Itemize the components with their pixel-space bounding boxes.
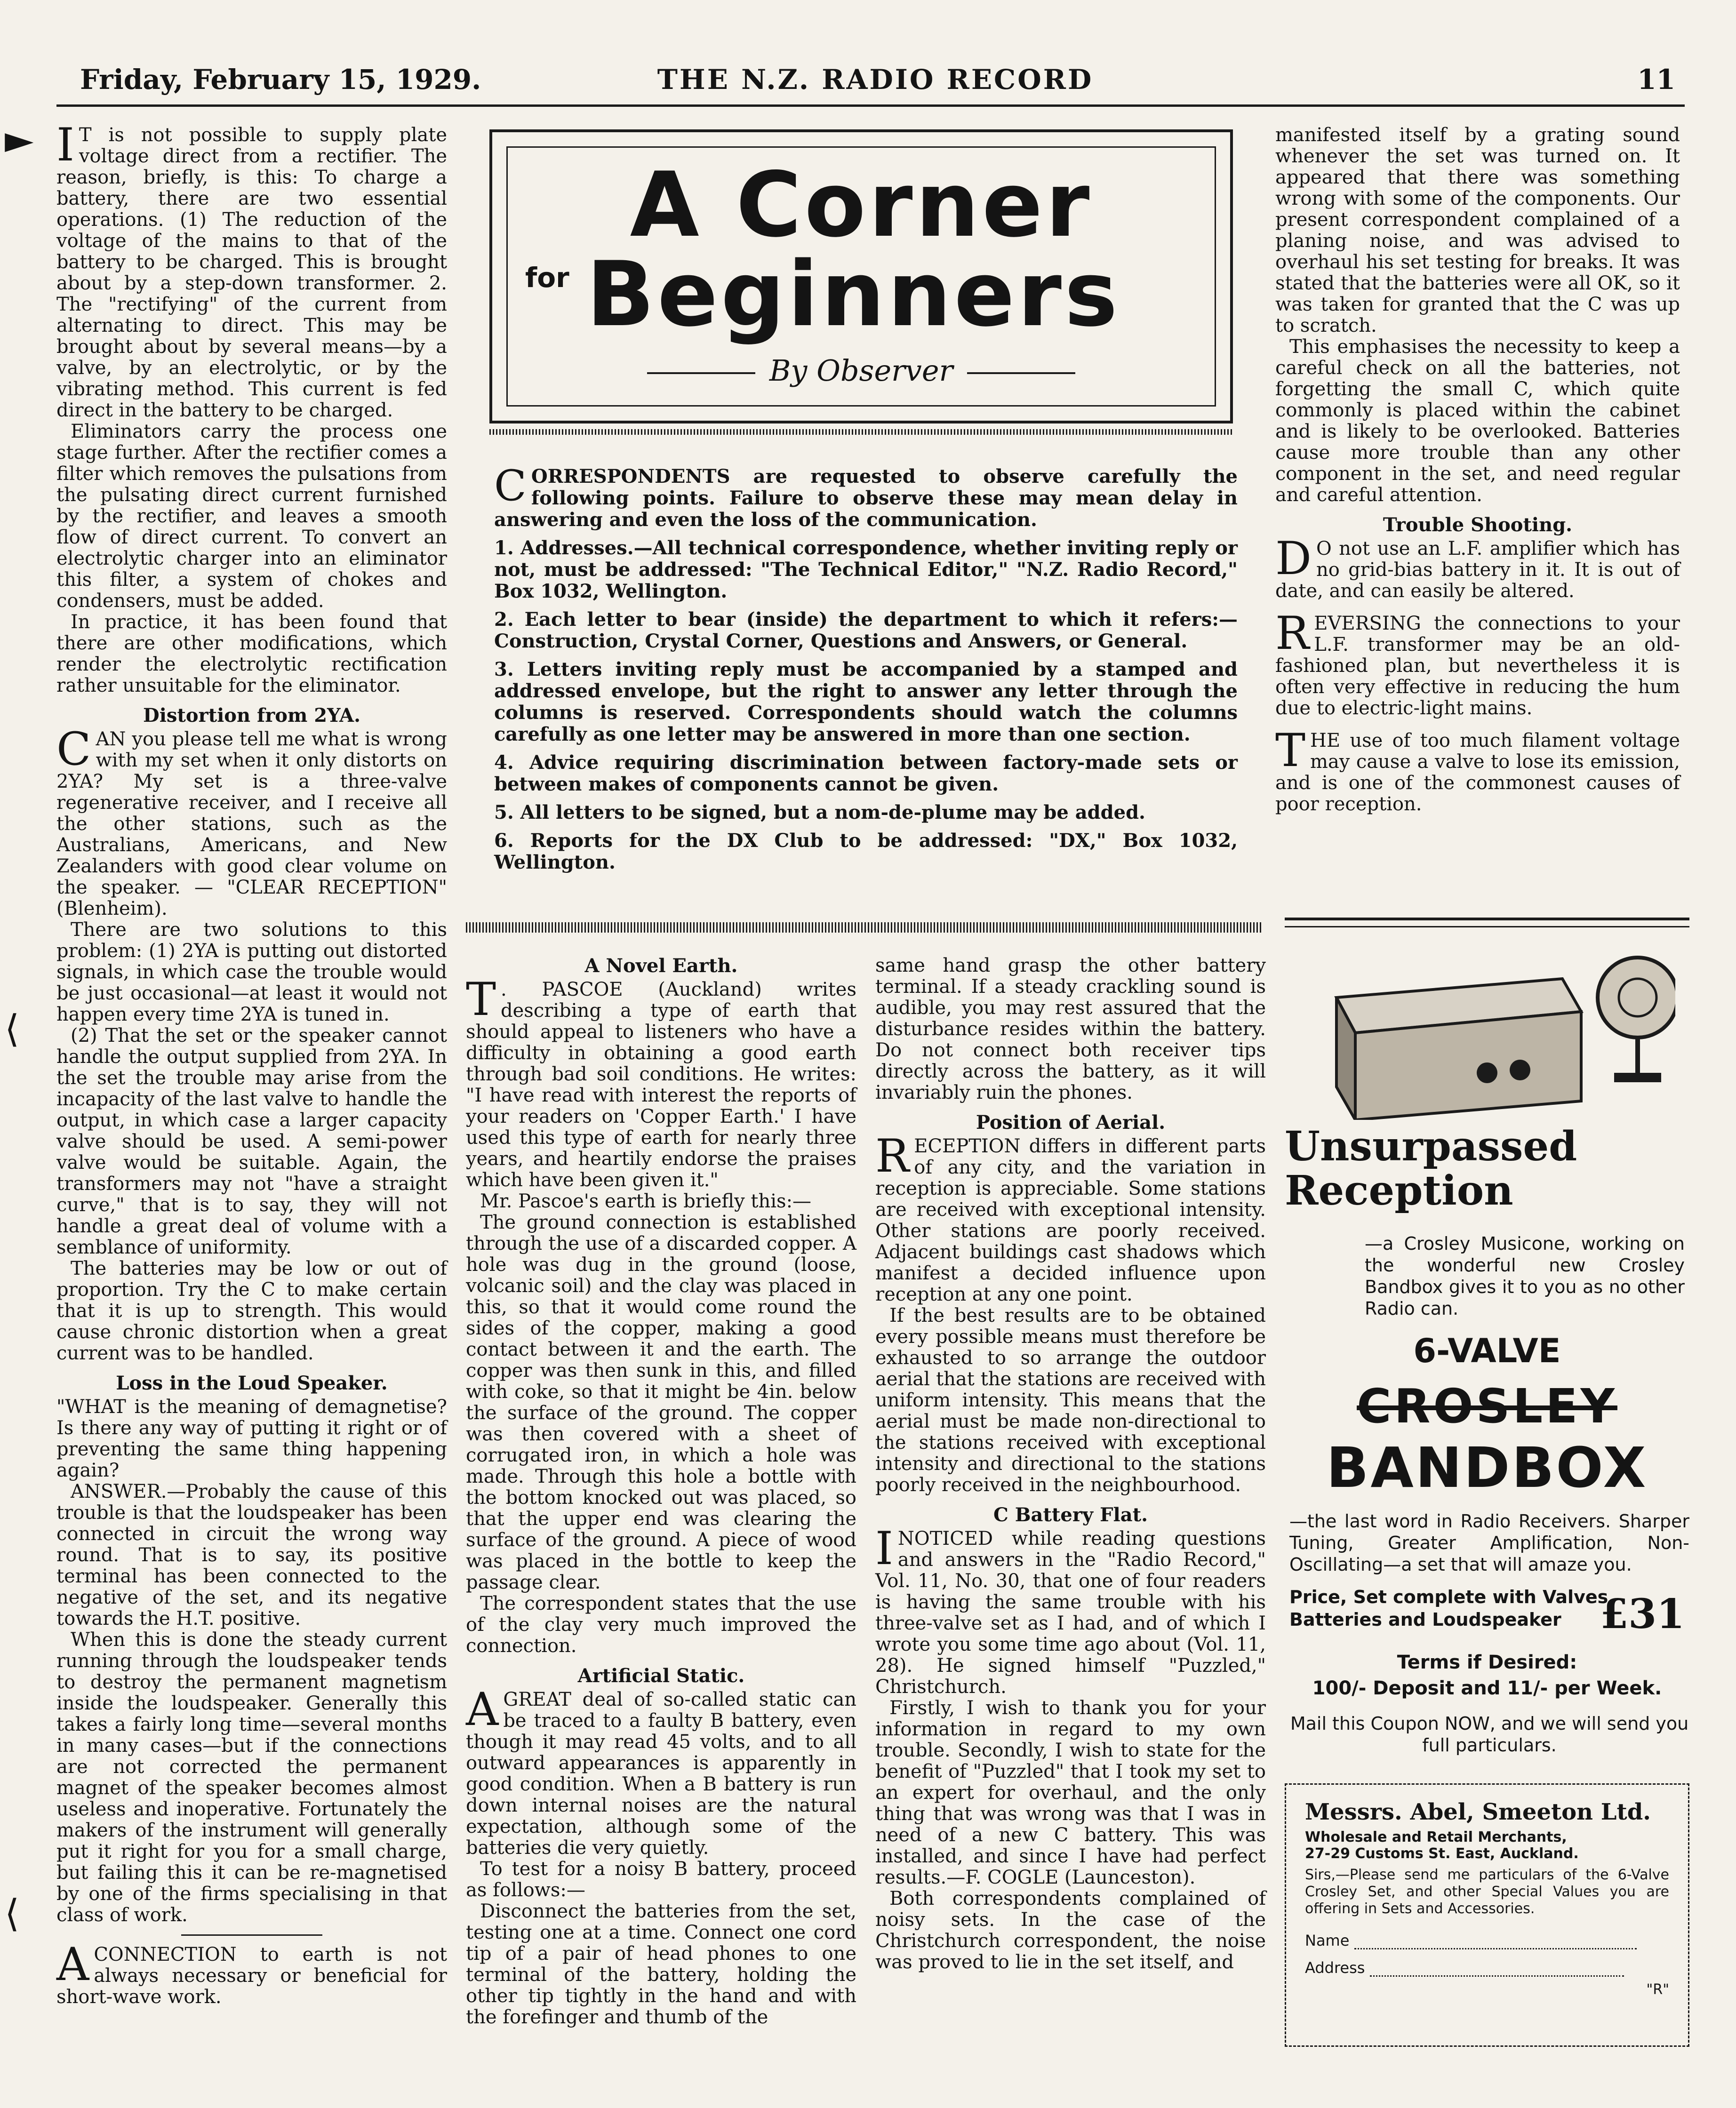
notice-item: 3. Letters inviting reply must be accompanied by a stamped and addressed envelope, but the right to answer any letter through the columns is reserved. Correspondents should watch the columns carefully as one letter may be answered in more than one section. xyxy=(494,658,1238,745)
dropcap: A xyxy=(56,1938,89,1991)
intro-paragraph: I T is not possible to supply plate voltage direct from a rectifier. The reason, briefly, is this: To charge a battery, there are two essential operations. (1) The reduction of the voltage of the mains to that of the battery to be charged. This is brought about by a step-down transformer. 2. The "rectifying" of the current from alternating to direct. This may be brought about by several means—by a valve, by an electrolytic, or by the vibrating method. This current is fed direct in the battery to be charged. xyxy=(56,119,447,421)
page-header xyxy=(56,64,1694,106)
notice-item: 5. All letters to be signed, but a nom-de-plume may be added. xyxy=(494,801,1145,823)
mail-coupon[interactable] xyxy=(1285,1783,1689,2047)
paragraph: ACONNECTION to earth is not always necessary or beneficial for short-wave work. xyxy=(56,1938,447,2008)
margin-pointer-icon: ► xyxy=(5,118,34,161)
dropcap: R xyxy=(875,1130,910,1182)
hatch-rule xyxy=(489,429,1233,435)
paragraph: THE use of too much filament voltage may cause a valve to lose its emission, and is one of the commonest causes of poor reception. xyxy=(1275,724,1680,815)
dropcap: I xyxy=(875,1522,893,1575)
ad-headline xyxy=(1285,1125,1689,1213)
section-heading: Artificial Static. xyxy=(577,1665,745,1687)
ad-mail-prompt: Mail this Coupon NOW, and we will send you full particulars. xyxy=(1290,1713,1689,1756)
issue-date: Friday, February 15, 1929. xyxy=(80,64,481,96)
header-rule xyxy=(56,104,1685,107)
paragraph: REVERSING the connections to your L.F. transformer may be an old-fashioned plan, but nevertheless it is often very effective in reducing the hum due to electric-light mains. xyxy=(1275,607,1680,719)
ad-description: —the last word in Radio Receivers. Sharper Tuning, Greater Amplification, Non-Oscillating—a set that will amaze you. xyxy=(1289,1511,1689,1575)
paragraph: manifested itself by a grating sound whenever the set was turned on. It appeared that there was something wrong with some of the components. Our present correspondent complained of a planing noise, and was advised to overhaul his set testing for breaks. It was stated that the batteries were all OK, so it was taken for granted that the C was up to scratch. xyxy=(1275,124,1680,336)
section-heading: A Novel Earth. xyxy=(584,955,738,977)
coupon-firm: Messrs. Abel, Smeeton Ltd. xyxy=(1305,1799,1651,1825)
paragraph: The correspondent states that the use of the clay very much improved the connection. xyxy=(466,1593,856,1657)
ad-brand: CROSLEY xyxy=(1357,1379,1617,1434)
coupon-code: "R" xyxy=(1646,1981,1669,1998)
paragraph: ANSWER.—Probably the cause of this trouble is that the loudspeaker has been connected in circuit the wrong way round. That is to say, its positive terminal has been connected to the negative of the set, and its negative towards the H.T. positive. xyxy=(56,1481,447,1629)
paragraph: To test for a noisy B battery, proceed as follows:— xyxy=(466,1858,856,1901)
ad-product: BANDBOX xyxy=(1326,1435,1648,1500)
coupon-address-row[interactable] xyxy=(1305,1959,1669,1977)
paragraph: Disconnect the batteries from the set, testing one at a time. Connect one cord tip of a pair of head phones to one terminal of the battery, holding the other tip tightly in the hand and with the forefinger and thumb of the xyxy=(466,1900,856,2028)
ad-headline-line-2: Reception xyxy=(1285,1167,1513,1214)
paragraph: AGREAT deal of so-called static can be traced to a faulty B battery, even though it may read 45 volts, and to all outward appearances is apparently in good condition. When a B battery is run down internal noises are the natural expectation, although some of the batteries die very quietly. xyxy=(466,1683,856,1859)
section-heading: C Battery Flat. xyxy=(993,1504,1148,1526)
paragraph: The batteries may be low or out of proportion. Try the C to make certain that it is up to strength. This would cause chronic distortion when a great current was to be handled. xyxy=(56,1258,447,1364)
paragraph: Eliminators carry the process one stage further. After the rectifier comes a filter which removes the pulsations from the pulsating direct current furnished by the rectifier, and leaves a smooth flow of direct current. To convert an electrolytic charger into an eliminator this filter, a system of chokes and condensers, must be added. xyxy=(56,421,447,612)
byline-dash xyxy=(967,372,1075,374)
column-3 xyxy=(875,955,1266,1973)
paragraph: There are two solutions to this problem: (1) 2YA is putting out distorted signals, in which case the trouble would be just occasional—at least it would not happen every time 2YA is tuned in. xyxy=(56,919,447,1025)
paragraph: T . PASCOE (Auckland) writes describing a type of earth that should appeal to listeners who have a difficulty in obtaining a good earth through bad soil conditions. He writes: "I have read with interest the reports of your readers on 'Copper Earth.' I have used this type of earth for nearly three years, and heartily endorse the praises which have been given it." xyxy=(466,973,856,1191)
ad-rule xyxy=(1285,918,1689,920)
coupon-address-field[interactable] xyxy=(1370,1961,1624,1977)
hatch-rule xyxy=(466,922,1261,933)
byline-dash xyxy=(647,372,755,374)
notice-intro: CORRESPONDENTS are requested to observe carefully the following points. Failure to observe these may mean delay in answering and even the loss of the communication. xyxy=(494,461,1238,531)
notice-item: 6. Reports for the DX Club to be addressed: "DX," Box 1032, Wellington. xyxy=(494,830,1238,873)
ad-price-block xyxy=(1289,1586,1689,1637)
question-paragraph: CAN you please tell me what is wrong with my set when it only distorts on 2YA? My set is a three-valve regenerative receiver, and I receive all the other stations, such as the Australians, Americans, and New Zealanders with good clear volume on the speaker. — "CLEAR RECEPTION" (Blenheim). xyxy=(56,723,447,919)
ad-terms-title: Terms if Desired: xyxy=(1397,1652,1577,1673)
ad-headline-line-1: Unsurpassed xyxy=(1285,1123,1577,1170)
coupon-address: 27-29 Customs St. East, Auckland. xyxy=(1305,1845,1579,1862)
ad-valve-count: 6-VALVE xyxy=(1413,1332,1561,1370)
section-heading: Trouble Shooting. xyxy=(1383,514,1573,536)
coupon-address-label: Address xyxy=(1305,1959,1365,1977)
section-heading: Distortion from 2YA. xyxy=(143,704,360,727)
section-heading: Position of Aerial. xyxy=(976,1111,1166,1134)
crosley-advertisement xyxy=(1285,918,1699,2066)
paragraph: RECEPTION differs in different parts of any city, and the variation in reception is appreciable. Some stations are received with exceptional intensity. Other stations are poorly received. Adjacent buildings cast shadows which manifest a decided influence upon reception at any one point. xyxy=(875,1130,1266,1305)
title-line-1: A Corner xyxy=(630,153,1093,257)
ad-price: £31 xyxy=(1600,1590,1685,1638)
paragraph: In practice, it has been found that there are other modifications, which render the electrolytic rectification rather unsuitable for the eliminator. xyxy=(56,611,447,696)
paragraph: D O not use an L.F. amplifier which has no grid-bias battery in it. It is out of date, and can easily be altered. xyxy=(1275,532,1680,602)
dropcap: C xyxy=(494,461,527,511)
margin-pointer-icon: ⟨ xyxy=(5,1892,20,1935)
column-2 xyxy=(466,955,856,2028)
divider xyxy=(181,1934,322,1936)
paragraph: The ground connection is established through the use of a discarded copper. A hole was dug in the ground (loose, volcanic soil) and the clay was placed in this, so that it would come round the sides of the copper, making a good contact between it and the earth. The copper was then sunk in this, and filled with coke, so that it might be 4in. below the surface of the ground. The copper was then covered with a sheet of corrugated iron, in which a hole was made. Through this hole a bottle with the bottom knocked out was placed, so that the upper end was clearing the surface of the ground. A piece of wood was placed in the bottle to keep the passage clear. xyxy=(466,1212,856,1593)
title-for: for xyxy=(525,262,569,294)
paragraph: (2) That the set or the speaker cannot handle the output supplied from 2YA. In the set the trouble may arise from the incapacity of the last valve to handle the output, in which case a larger capacity valve should be used. A semi-power valve would be suitable. Again, the transformers may not "have a straight curve," that is to say, they will not handle a great deal of volume with a semblance of uniformity. xyxy=(56,1025,447,1258)
paragraph: INOTICED while reading questions and answers in the "Radio Record," Vol. 11, No. 30, that one of four readers is having the same trouble with his three-valve set as I had, and of which I wrote you some time ago about (Vol. 11, 28). He signed himself "Puzzled," Christchurch. xyxy=(875,1522,1266,1698)
page-number: 11 xyxy=(1637,64,1675,96)
notice-item: 2. Each letter to bear (inside) the department to which it refers:—Construction, Crystal Corner, Questions and Answers, or General. xyxy=(494,608,1238,652)
column-1 xyxy=(56,119,447,2008)
dropcap: T xyxy=(1275,724,1306,777)
title-line-2: Beginners xyxy=(586,242,1120,346)
ad-terms: 100/- Deposit and 11/- per Week. xyxy=(1312,1677,1662,1699)
coupon-name-label: Name xyxy=(1305,1932,1350,1949)
paragraph: This emphasises the necessity to keep a careful check on all the batteries, not forgetting the small C, which quite commonly is placed within the cabinet and is likely to be overlooked. Batteries cause more trouble than any other component in the set, and need regular and careful attention. xyxy=(1275,336,1680,506)
margin-pointer-icon: ⟨ xyxy=(5,1007,20,1051)
dropcap: R xyxy=(1275,607,1310,660)
paragraph: Firstly, I wish to thank you for your information in regard to my own trouble. Secondly, I wish to state for the benefit of "Puzzled" that I took my set to an expert for overhaul, and the only thing that was wrong was that I was in need of a new C battery. This was installed, and since I have had perfect results.—F. COGLE (Launceston). xyxy=(875,1697,1266,1888)
coupon-name-field[interactable] xyxy=(1354,1934,1637,1949)
ad-price-label: Price, Set complete with Valves, Batteries and Loudspeaker xyxy=(1289,1587,1615,1630)
paragraph: Both correspondents complained of noisy sets. In the case of the Christchurch correspondent, the noise was proved to lie in the set itself, and xyxy=(875,1888,1266,1973)
section-title-box xyxy=(489,129,1233,423)
coupon-firm-desc: Wholesale and Retail Merchants, xyxy=(1305,1829,1567,1845)
notice-item: 4. Advice requiring discrimination between factory-made sets or between makes of components cannot be given. xyxy=(494,751,1238,795)
paragraph: same hand grasp the other battery terminal. If a steady crackling sound is audible, you may rest assured that the disturbance resides within the battery. Do not connect both receiver tips directly across the battery, as it will invariably ruin the phones. xyxy=(875,955,1266,1103)
paragraph: If the best results are to be obtained every possible means must therefore be exhausted to so arrange the outdoor aerial that the stations are received with uniform intensity. This means that the aerial must be made non-directional to the stations received with exceptional intensity and directional to the stations poorly received in the neighbourhood. xyxy=(875,1305,1266,1496)
section-heading: Loss in the Loud Speaker. xyxy=(116,1372,388,1394)
coupon-name-row[interactable] xyxy=(1305,1932,1669,1949)
dropcap: T xyxy=(466,973,496,1026)
correspondents-notice xyxy=(494,461,1238,880)
column-4 xyxy=(1275,125,1680,815)
paragraph: When this is done the steady current running through the loudspeaker tends to destroy the permanent magnetism inside the loudspeaker. Generally this takes a fairly long time—several months in many cases—but if the connections are not corrected the permanent magnet of the speaker becomes almost useless and inoperative. Fortunately the makers of the instrument will generally put it right for you for a small charge, but failing this it can be re-magnetised by one of the firms specialising in that class of work. xyxy=(56,1629,447,1926)
paragraph: Mr. Pascoe's earth is briefly this:— xyxy=(480,1190,812,1212)
dropcap: C xyxy=(56,723,91,775)
ad-tagline: —a Crosley Musicone, working on the wonderful new Crosley Bandbox gives it to you as no other Radio can. xyxy=(1365,1233,1685,1319)
dropcap: I xyxy=(56,119,74,171)
notice-item: 1. Addresses.—All technical correspondence, whether inviting reply or not, must be addressed: "The Technical Editor," "N.Z. Radio Record," Box 1032, Wellington. xyxy=(494,537,1238,602)
ad-rule xyxy=(1285,926,1689,927)
dropcap: A xyxy=(466,1683,499,1736)
publication-title: THE N.Z. RADIO RECORD xyxy=(657,64,1094,96)
radio-set-illustration xyxy=(1318,932,1675,1120)
dropcap: D xyxy=(1275,532,1312,585)
coupon-body: Sirs,—Please send me particulars of the 6-Valve Crosley Set, and other Special Values you are offering in Sets and Accessories. xyxy=(1305,1867,1669,1917)
byline: By Observer xyxy=(492,353,1230,388)
question-paragraph: "WHAT is the meaning of demagnetise? Is there any way of putting it right or of preventing the same thing happening again? xyxy=(56,1396,447,1481)
